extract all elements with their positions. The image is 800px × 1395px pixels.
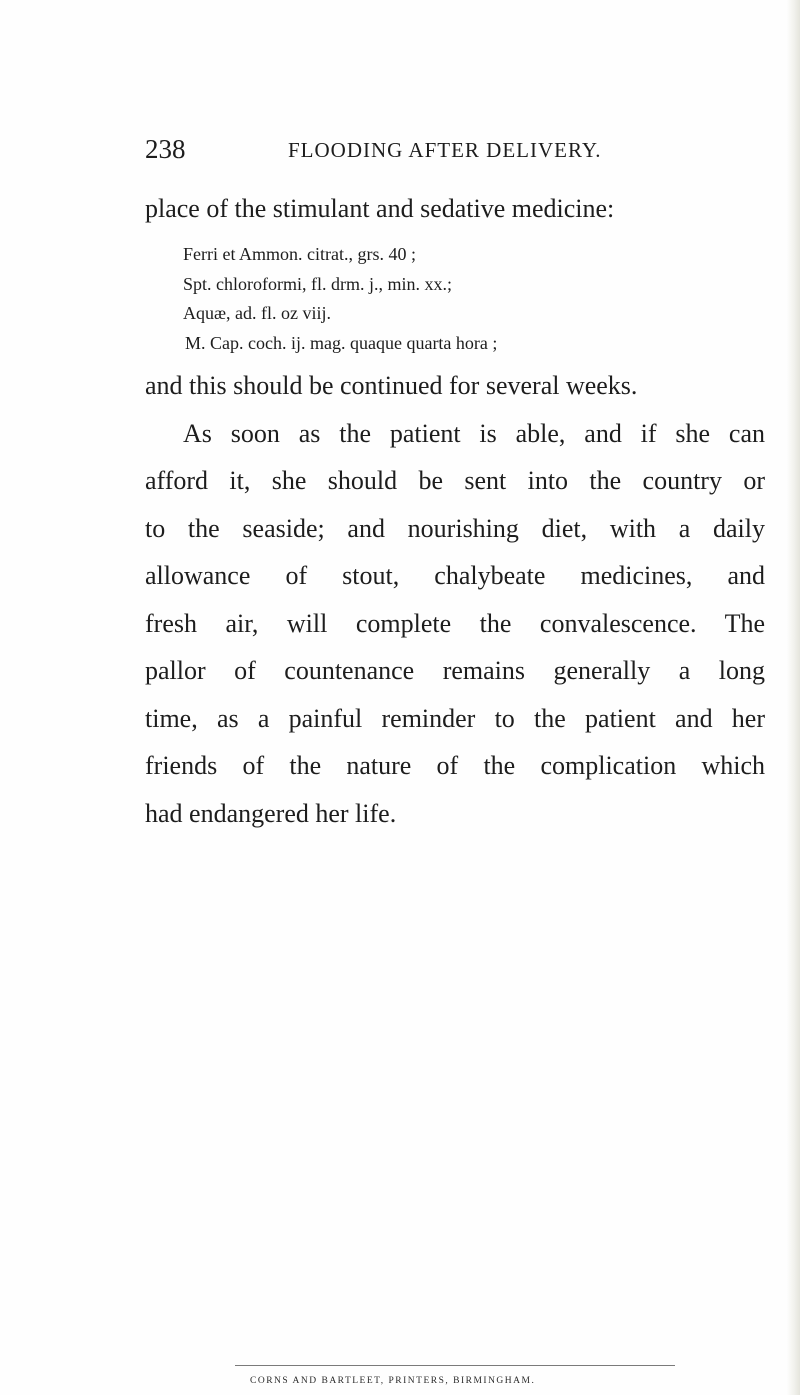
running-head: FLOODING AFTER DELIVERY. [288, 138, 602, 162]
prescription-block [183, 240, 743, 358]
footer-divider [235, 1365, 675, 1366]
prescription-directions: M. Cap. coch. ij. mag. quaque quarta hora ; [185, 332, 498, 353]
page-header [145, 132, 745, 166]
prescription-line: Spt. chloroformi, fl. drm. j., min. xx.; [183, 273, 452, 294]
body-line: time, as a painful reminder to the patient and her [145, 703, 765, 733]
body-line: had endangered her life. [145, 798, 397, 828]
prescription-line: Ferri et Ammon. citrat., grs. 40 ; [183, 244, 416, 264]
page-number: 238 [145, 134, 186, 164]
page-edge-shadow [786, 0, 800, 1395]
body-line: pallor of countenance remains generally a long [145, 656, 765, 685]
body-line: fresh air, will complete the convalescence. The [145, 608, 765, 638]
body-line: As soon as the patient is able, and if she can [183, 418, 765, 448]
body-line: allowance of stout, chalybeate medicines, and [145, 561, 765, 590]
prescription-line: Aquæ, ad. fl. oz viij. [183, 303, 331, 323]
body-line: and this should be continued for several weeks. [145, 371, 638, 400]
body-line: friends of the nature of the complication which [145, 751, 765, 780]
body-line: to the seaside; and nourishing diet, with a daily [145, 513, 765, 543]
intro-line: place of the stimulant and sedative medicine: [145, 194, 615, 223]
body-text [145, 362, 765, 837]
printer-imprint: CORNS AND BARTLEET, PRINTERS, BIRMINGHAM. [250, 1376, 536, 1386]
body-line: afford it, she should be sent into the country or [145, 466, 765, 495]
